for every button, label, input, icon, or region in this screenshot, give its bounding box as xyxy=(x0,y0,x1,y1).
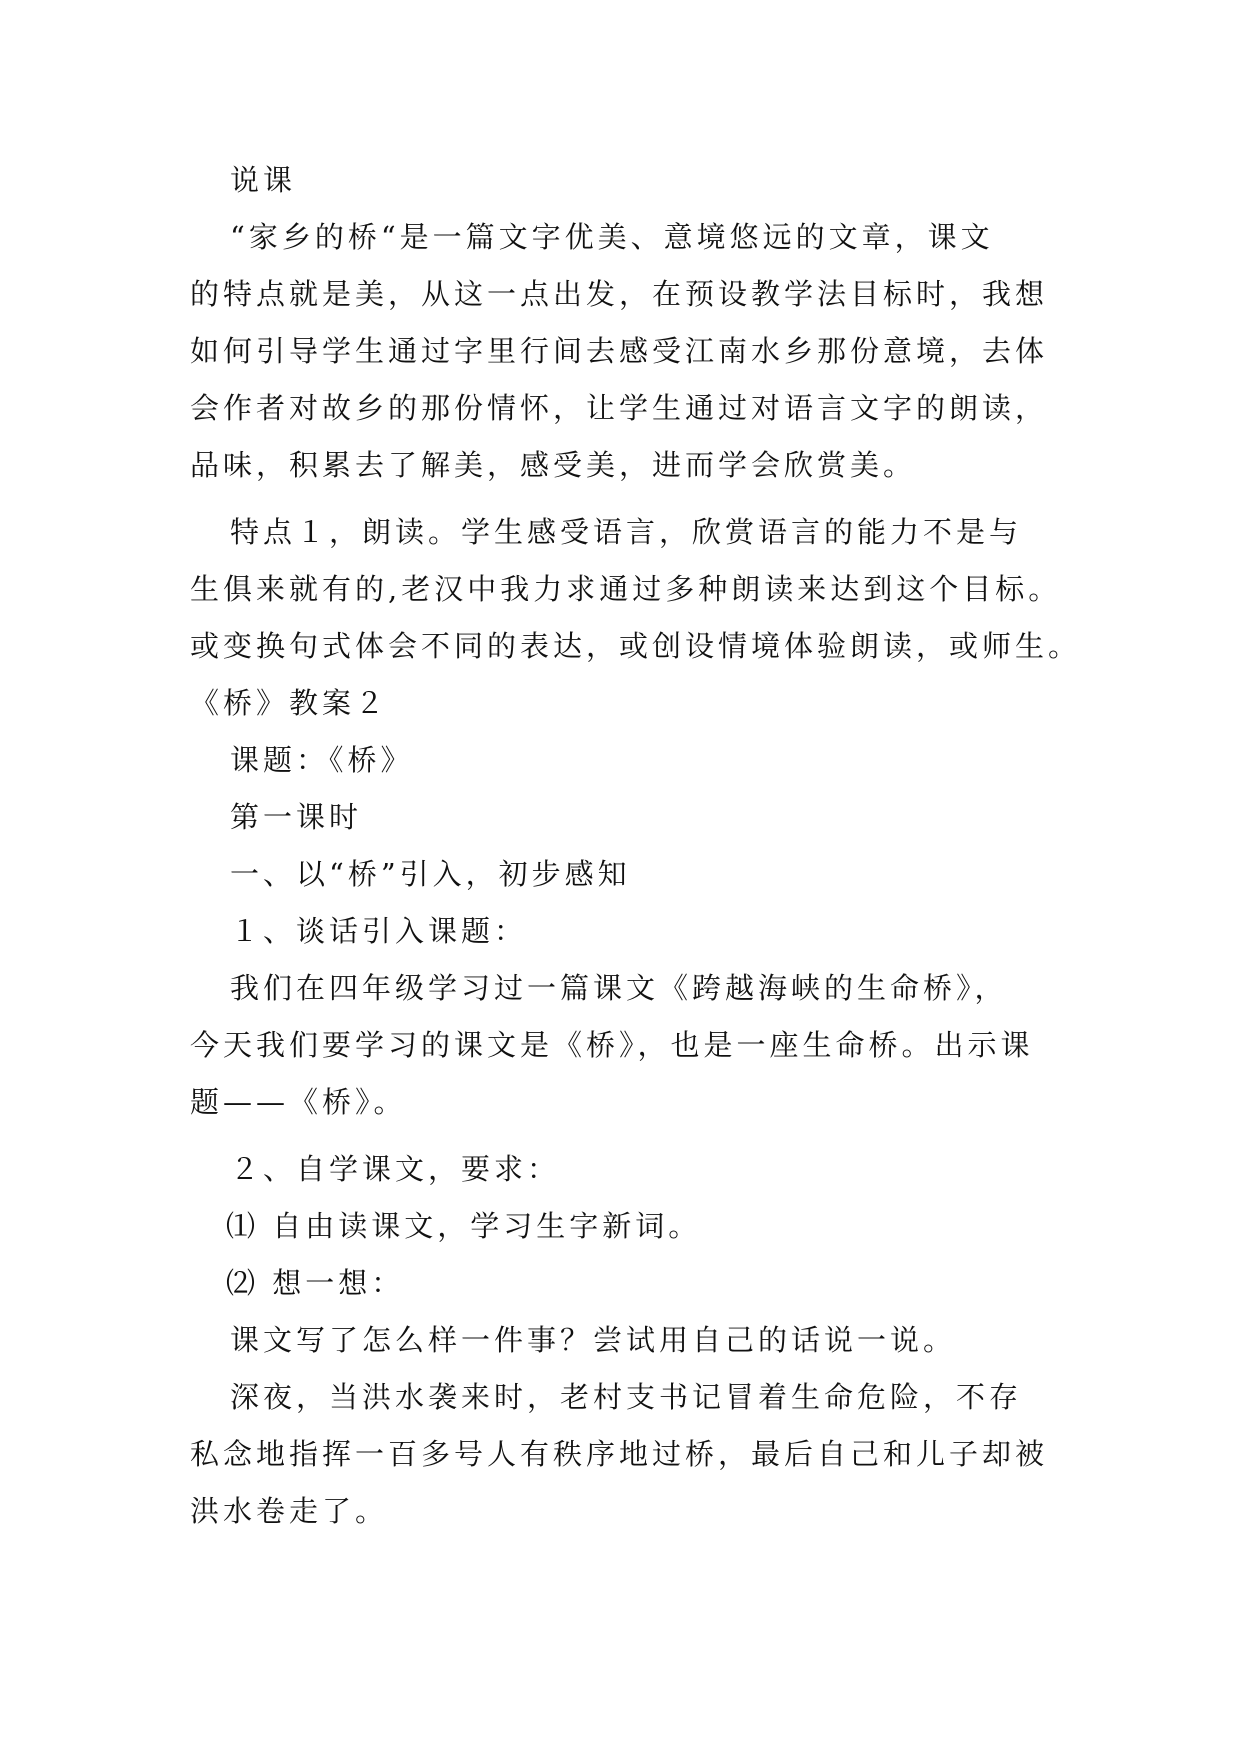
paragraph-line: 品味，积累去了解美，感受美，进而学会欣赏美。 xyxy=(190,448,917,482)
paragraph-line: 深夜，当洪水袭来时，老村支书记冒着生命危险，不存 xyxy=(230,1380,1023,1414)
paragraph-line: 生俱来就有的,老汉中我力求通过多种朗读来达到这个目标。 xyxy=(190,572,1062,606)
step-item: ２、自学课文，要求： xyxy=(230,1152,561,1186)
paragraph-line: 题——《桥》。 xyxy=(190,1085,407,1119)
step-heading: 一、以“桥”引入，初步感知 xyxy=(230,857,631,891)
section-title: 《桥》教案２ xyxy=(190,686,389,720)
paragraph-line: 特点１，朗读。学生感受语言，欣赏语言的能力不是与 xyxy=(230,515,1023,549)
paragraph-line: 私念地指挥一百多号人有秩序地过桥，最后自己和儿子却被 xyxy=(190,1437,1049,1471)
paragraph-line: 的特点就是美，从这一点出发，在预设教学法目标时，我想 xyxy=(190,277,1049,311)
paragraph-line: 或变换句式体会不同的表达，或创设情境体验朗读，或师生。 xyxy=(190,629,1082,663)
paragraph-line: 会作者对故乡的那份情怀，让学生通过对语言文字的朗读， xyxy=(190,391,1049,425)
paragraph-line: 我们在四年级学习过一篇课文《跨越海峡的生命桥》， xyxy=(230,971,1008,1005)
lesson-topic: 课题：《桥》 xyxy=(230,743,414,777)
paragraph-line: 洪水卷走了。 xyxy=(190,1494,389,1528)
paragraph-line: “家乡的桥“是一篇文字优美、意境悠远的文章，课文 xyxy=(230,220,994,254)
step-item: １、谈话引入课题： xyxy=(230,914,528,948)
paragraph-line: 课文写了怎么样一件事？尝试用自己的话说一说。 xyxy=(230,1323,957,1357)
paragraph-line: 如何引导学生通过字里行间去感受江南水乡那份意境，去体 xyxy=(190,334,1049,368)
paragraph-line: 今天我们要学习的课文是《桥》，也是一座生命桥。出示课 xyxy=(190,1028,1034,1062)
heading-shuoke: 说课 xyxy=(230,163,297,197)
sub-item: ⑵ 想一想： xyxy=(226,1266,405,1300)
sub-item: ⑴ 自由读课文，学习生字新词。 xyxy=(226,1209,702,1243)
lesson-period: 第一课时 xyxy=(230,800,363,834)
